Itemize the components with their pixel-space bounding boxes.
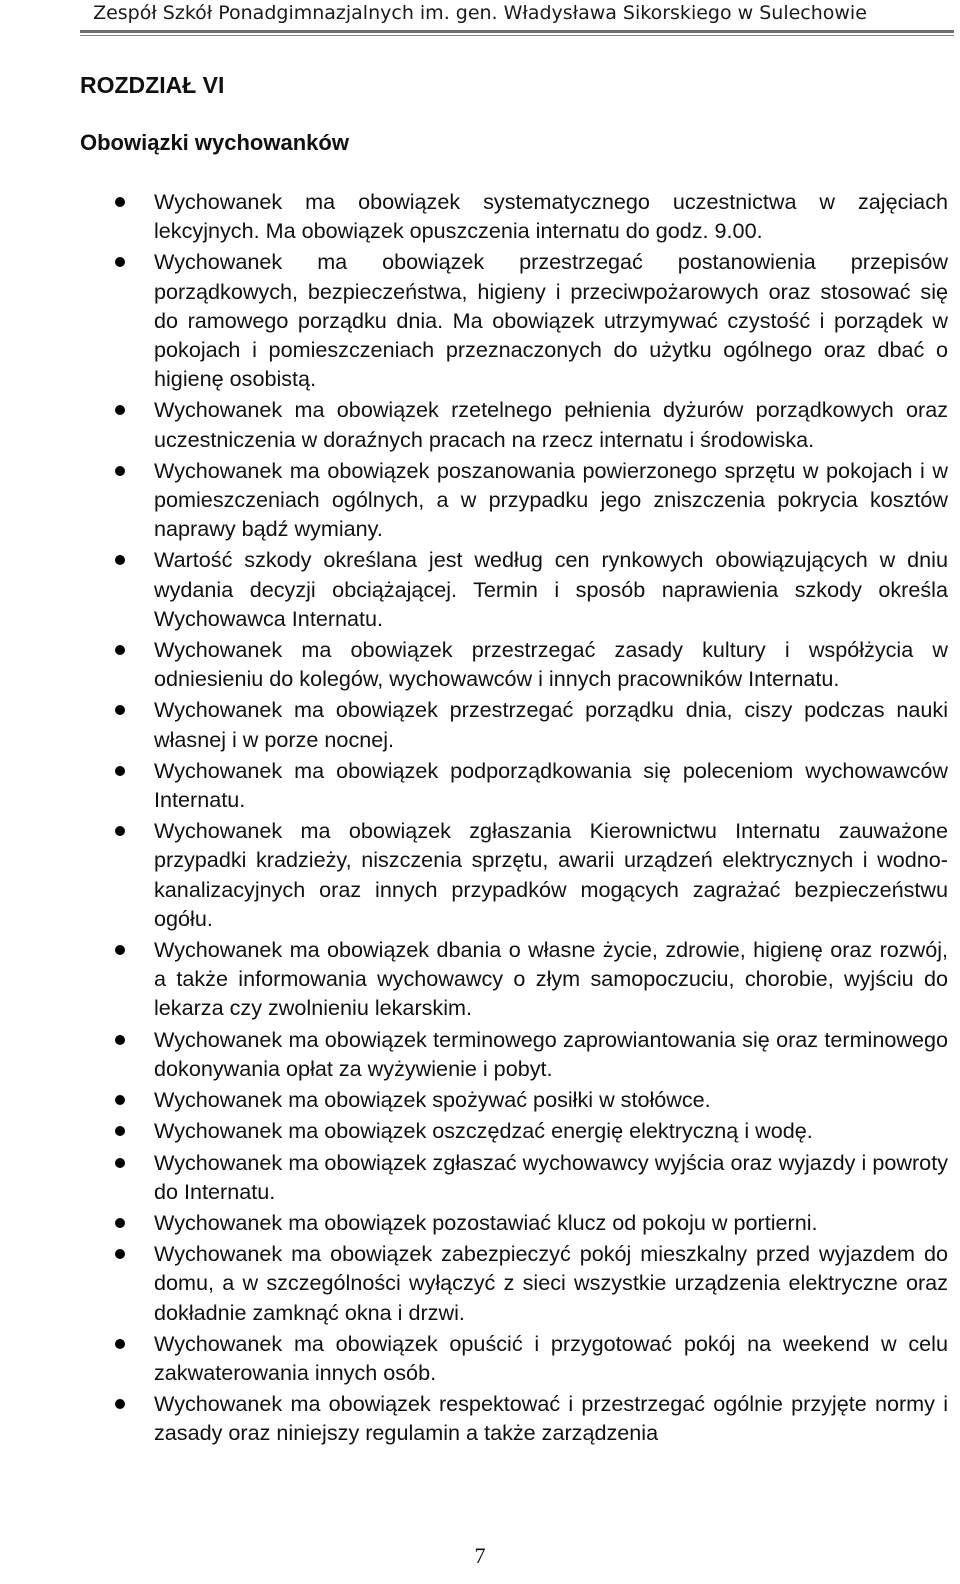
duty-item (154, 1329, 948, 1387)
duty-text: Wychowanek ma obowiązek podporządkowania się poleceniom wychowawców Internatu. (154, 757, 948, 813)
bullet-icon (115, 945, 125, 955)
bullet-icon (115, 1339, 125, 1349)
header-title: Zespół Szkół Ponadgimnazjalnych im. gen. Władysława Sikorskiego w Sulechowie (93, 2, 867, 24)
duty-item (154, 545, 948, 633)
bullet-icon (115, 1399, 125, 1409)
duty-item (154, 816, 948, 933)
duty-item (154, 1208, 948, 1237)
duty-text: Wychowanek ma obowiązek zgłaszać wychowawcy wyjścia oraz wyjazdy i powroty do Internatu. (154, 1149, 948, 1204)
duty-text: Wychowanek ma obowiązek pozostawiać klucz od pokoju w portierni. (154, 1209, 818, 1235)
duty-text: Wychowanek ma obowiązek terminowego zaprowiantowania się oraz terminowego dokonywania opłat za wyżywienie i pobyt. (154, 1026, 948, 1081)
duty-item (154, 1239, 948, 1327)
bullet-icon (115, 1095, 125, 1105)
bullet-icon (115, 705, 125, 715)
bullet-icon (115, 1249, 125, 1259)
bullet-icon (115, 826, 125, 836)
duty-item (154, 635, 948, 693)
duty-item (154, 395, 948, 453)
duty-text: Wychowanek ma obowiązek opuścić i przygotować pokój na weekend w celu zakwaterowania innych osób. (154, 1330, 948, 1385)
duty-item (154, 187, 948, 245)
duty-item (154, 1389, 948, 1447)
header-rule (80, 30, 954, 33)
bullet-icon (115, 1035, 125, 1045)
duty-text: Wychowanek ma obowiązek systematycznego uczestnictwa w zajęciach lekcyjnych. Ma obowiązek opuszczenia internatu do godz. 9.00. (154, 189, 948, 244)
duty-text: Wychowanek ma obowiązek poszanowania powierzonego sprzętu w pokojach i w pomieszczeniach ogólnych, a w przypadku jego zniszczenia pokrycia kosztów naprawy bądź wymiany. (154, 457, 948, 542)
bullet-icon (115, 466, 125, 476)
duty-text: Wychowanek ma obowiązek przestrzegać porządku dnia, ciszy podczas nauki własnej i w porze nocnej. (154, 697, 948, 752)
chapter-number: ROZDZIAŁ VI (80, 72, 225, 98)
duty-text: Wychowanek ma obowiązek zabezpieczyć pokój mieszkalny przed wyjazdem do domu, a w szczególności wyłączyć z sieci wszystkie urządzenia elektryczne oraz dokładnie zamknąć okna i drzwi. (154, 1241, 948, 1325)
bullet-icon (115, 555, 125, 565)
duty-text: Wychowanek ma obowiązek spożywać posiłki w stołówce. (154, 1087, 711, 1113)
duty-item (154, 1085, 948, 1114)
bullet-icon (115, 766, 125, 776)
page-number: 7 (474, 1543, 486, 1568)
duty-item (154, 247, 948, 393)
header-rule-thin (80, 35, 954, 36)
duty-item (154, 456, 948, 544)
duties-list (0, 187, 960, 1450)
duty-text: Wychowanek ma obowiązek przestrzegać postanowienia przepisów porządkowych, bezpieczeństwa, higieny i przeciwpożarowych oraz stosować się do ramowego porządku dnia. Ma obowiązek utrzymywać czystość i porządek w pokojach i pomieszczeniach przeznaczonych do użytku ogólnego oraz dbać o higienę osobistą. (154, 249, 948, 392)
duty-item (154, 695, 948, 753)
page-header (0, 0, 960, 42)
duty-item (154, 1116, 948, 1145)
bullet-icon (115, 1158, 125, 1168)
duty-text: Wychowanek ma obowiązek dbania o własne życie, zdrowie, higienę oraz rozwój, a także informowania wychowawcy o złym samopoczuciu, chorobie, wyjściu do lekarza czy zwolnieniu lekarskim. (154, 937, 948, 1021)
bullet-icon (115, 405, 125, 415)
bullet-icon (115, 1126, 125, 1136)
bullet-icon (115, 645, 125, 655)
bullet-icon (115, 1218, 125, 1228)
duty-text: Wychowanek ma obowiązek zgłaszania Kierownictwu Internatu zauważone przypadki kradzieży, niszczenia sprzętu, awarii urządzeń elektrycznych i wodno-kanalizacyjnych oraz innych przypadków mogących zagrażać bezpieczeństwu ogółu. (154, 818, 948, 931)
duty-item (154, 1025, 948, 1083)
duty-text: Wychowanek ma obowiązek rzetelnego pełnienia dyżurów porządkowych oraz uczestniczenia w doraźnych pracach na rzecz internatu i środowiska. (154, 397, 948, 452)
duty-item (154, 756, 948, 814)
duty-text: Wychowanek ma obowiązek oszczędzać energię elektryczną i wodę. (154, 1118, 813, 1144)
duty-item (154, 935, 948, 1023)
duty-text: Wychowanek ma obowiązek respektować i przestrzegać ogólnie przyjęte normy i zasady oraz niniejszy regulamin a także zarządzenia (154, 1391, 948, 1446)
chapter-title: Obowiązki wychowanków (80, 130, 349, 155)
bullet-icon (115, 197, 125, 207)
duty-text: Wartość szkody określana jest według cen rynkowych obowiązujących w dniu wydania decyzji obciążającej. Termin i sposób naprawienia szkody określa Wychowawca Internatu. (154, 547, 948, 631)
duty-text: Wychowanek ma obowiązek przestrzegać zasady kultury i współżycia w odniesieniu do kolegów, wychowawców i innych pracowników Internatu. (154, 637, 948, 692)
bullet-icon (115, 257, 125, 267)
duty-item (154, 1148, 948, 1206)
